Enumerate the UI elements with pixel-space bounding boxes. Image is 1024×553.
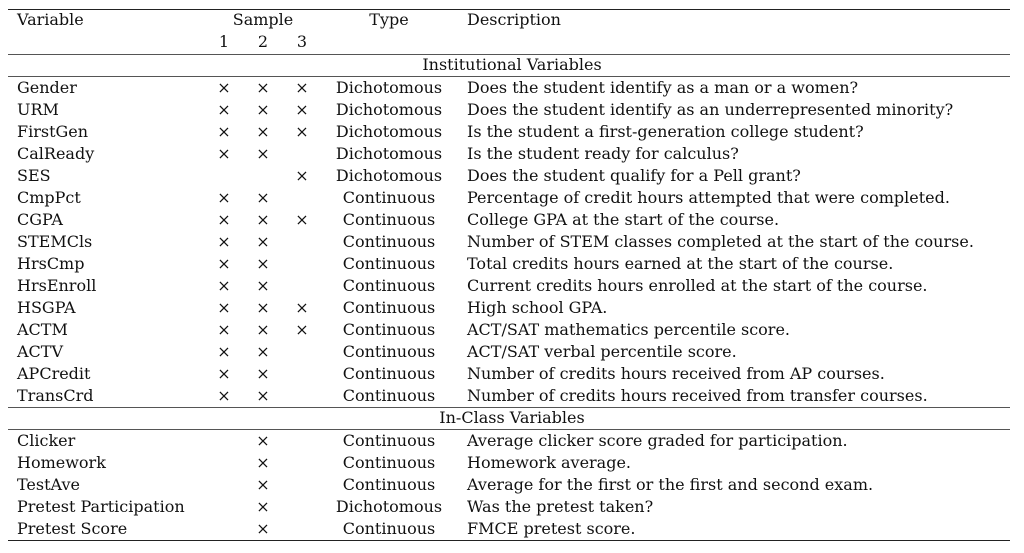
row-sample-2-mark: × (256, 342, 270, 361)
row-sample-2-mark: × (256, 232, 270, 251)
table-row (0, 143, 1024, 165)
row-description: Number of credits hours received from transfer courses. (467, 386, 928, 405)
table-row (0, 474, 1024, 496)
table-row (0, 452, 1024, 474)
row-variable: URM (17, 100, 59, 119)
header-description: Description (467, 10, 561, 29)
row-type: Continuous (342, 453, 436, 472)
row-sample-2-mark: × (256, 188, 270, 207)
row-description: Current credits hours enrolled at the start of the course. (467, 276, 928, 295)
row-variable: HSGPA (17, 298, 76, 317)
row-sample-2-mark: × (256, 298, 270, 317)
row-sample-1-mark: × (217, 342, 231, 361)
row-sample-2-mark: × (256, 386, 270, 405)
row-description: Is the student a first-generation college student? (467, 122, 864, 141)
table-row (0, 187, 1024, 209)
row-sample-2-mark: × (256, 453, 270, 472)
row-sample-1-mark: × (217, 298, 231, 317)
row-variable: Pretest Participation (17, 497, 185, 516)
table-row (0, 297, 1024, 319)
row-description: ACT/SAT mathematics percentile score. (467, 320, 791, 339)
row-type: Continuous (342, 431, 436, 450)
table-row (0, 319, 1024, 341)
table-row (0, 121, 1024, 143)
table-row (0, 99, 1024, 121)
row-type: Continuous (342, 475, 436, 494)
table-row (0, 363, 1024, 385)
row-variable: ACTM (17, 320, 68, 339)
row-description: Average clicker score graded for participation. (467, 431, 848, 450)
row-sample-3-mark: × (295, 320, 309, 339)
row-type: Continuous (342, 276, 436, 295)
table-row (0, 275, 1024, 297)
row-type: Continuous (342, 254, 436, 273)
row-sample-1-mark: × (217, 386, 231, 405)
row-variable: HrsEnroll (17, 276, 97, 295)
row-type: Dichotomous (335, 497, 443, 516)
row-description: Does the student identify as a man or a women? (467, 78, 859, 97)
table-row (0, 385, 1024, 407)
row-description: Number of STEM classes completed at the start of the course. (467, 232, 974, 251)
table-row (0, 430, 1024, 452)
row-description: College GPA at the start of the course. (467, 210, 780, 229)
table-row (0, 209, 1024, 231)
row-type: Continuous (342, 232, 436, 251)
row-sample-2-mark: × (256, 519, 270, 538)
row-variable: APCredit (17, 364, 91, 383)
row-sample-1-mark: × (217, 232, 231, 251)
row-sample-1-mark: × (217, 364, 231, 383)
row-type: Continuous (342, 342, 436, 361)
row-type: Dichotomous (335, 78, 443, 97)
row-sample-3-mark: × (295, 78, 309, 97)
row-description: ACT/SAT verbal percentile score. (467, 342, 737, 361)
row-variable: HrsCmp (17, 254, 85, 273)
table-row (0, 518, 1024, 540)
row-sample-2-mark: × (256, 431, 270, 450)
row-description: Does the student qualify for a Pell grant? (467, 166, 801, 185)
row-sample-2-mark: × (256, 475, 270, 494)
table-row (0, 253, 1024, 275)
header-variable: Variable (17, 10, 84, 29)
row-variable: TransCrd (17, 386, 94, 405)
row-sample-2-mark: × (256, 210, 270, 229)
row-sample-1-mark: × (217, 122, 231, 141)
row-description: High school GPA. (467, 298, 608, 317)
row-variable: CGPA (17, 210, 63, 229)
row-description: Was the pretest taken? (467, 497, 654, 516)
section-title-inclass: In-Class Variables (439, 408, 585, 427)
row-variable: Clicker (17, 431, 76, 450)
row-variable: TestAve (17, 475, 80, 494)
header-row (0, 9, 1024, 31)
row-variable: ACTV (17, 342, 64, 361)
row-sample-1-mark: × (217, 276, 231, 295)
row-variable: Homework (17, 453, 106, 472)
row-sample-3-mark: × (295, 210, 309, 229)
row-sample-2-mark: × (256, 254, 270, 273)
row-sample-1-mark: × (217, 254, 231, 273)
row-type: Continuous (342, 298, 436, 317)
header-sample-2: 2 (257, 32, 269, 51)
row-sample-2-mark: × (256, 144, 270, 163)
row-description: Does the student identify as an underrepresented minority? (467, 100, 954, 119)
section-title-institutional: Institutional Variables (422, 55, 602, 74)
row-sample-2-mark: × (256, 276, 270, 295)
row-variable: Pretest Score (17, 519, 128, 538)
row-type: Dichotomous (335, 166, 443, 185)
row-sample-2-mark: × (256, 78, 270, 97)
row-sample-2-mark: × (256, 364, 270, 383)
row-variable: CmpPct (17, 188, 81, 207)
row-description: Is the student ready for calculus? (467, 144, 739, 163)
row-type: Continuous (342, 519, 436, 538)
header-type: Type (369, 10, 409, 29)
header-sample-1: 1 (218, 32, 230, 51)
row-variable: FirstGen (17, 122, 89, 141)
row-sample-1-mark: × (217, 78, 231, 97)
row-type: Continuous (342, 210, 436, 229)
row-variable: STEMCls (17, 232, 93, 251)
row-sample-3-mark: × (295, 122, 309, 141)
row-description: Total credits hours earned at the start of the course. (467, 254, 894, 273)
row-type: Dichotomous (335, 144, 443, 163)
bottom-rule (8, 540, 1010, 541)
row-sample-2-mark: × (256, 122, 270, 141)
table-row (0, 77, 1024, 99)
row-description: Homework average. (467, 453, 632, 472)
row-type: Dichotomous (335, 100, 443, 119)
header-sample-3: 3 (296, 32, 308, 51)
row-sample-2-mark: × (256, 100, 270, 119)
row-sample-1-mark: × (217, 100, 231, 119)
row-type: Continuous (342, 364, 436, 383)
row-sample-3-mark: × (295, 298, 309, 317)
row-sample-2-mark: × (256, 320, 270, 339)
table-row (0, 341, 1024, 363)
table-row (0, 496, 1024, 518)
row-sample-1-mark: × (217, 144, 231, 163)
row-description: Number of credits hours received from AP courses. (467, 364, 885, 383)
row-sample-1-mark: × (217, 210, 231, 229)
row-sample-1-mark: × (217, 320, 231, 339)
row-type: Dichotomous (335, 122, 443, 141)
header-subrow (0, 31, 1024, 53)
row-type: Continuous (342, 320, 436, 339)
row-sample-2-mark: × (256, 497, 270, 516)
table-row (0, 231, 1024, 253)
row-sample-3-mark: × (295, 100, 309, 119)
row-variable: SES (17, 166, 51, 185)
row-type: Continuous (342, 386, 436, 405)
row-variable: Gender (17, 78, 77, 97)
table-row (0, 165, 1024, 187)
row-sample-1-mark: × (217, 188, 231, 207)
row-description: Percentage of credit hours attempted that were completed. (467, 188, 950, 207)
row-variable: CalReady (17, 144, 95, 163)
row-type: Continuous (342, 188, 436, 207)
row-description: Average for the first or the first and second exam. (467, 475, 874, 494)
row-description: FMCE pretest score. (467, 519, 636, 538)
header-sample: Sample (232, 10, 294, 29)
row-sample-3-mark: × (295, 166, 309, 185)
